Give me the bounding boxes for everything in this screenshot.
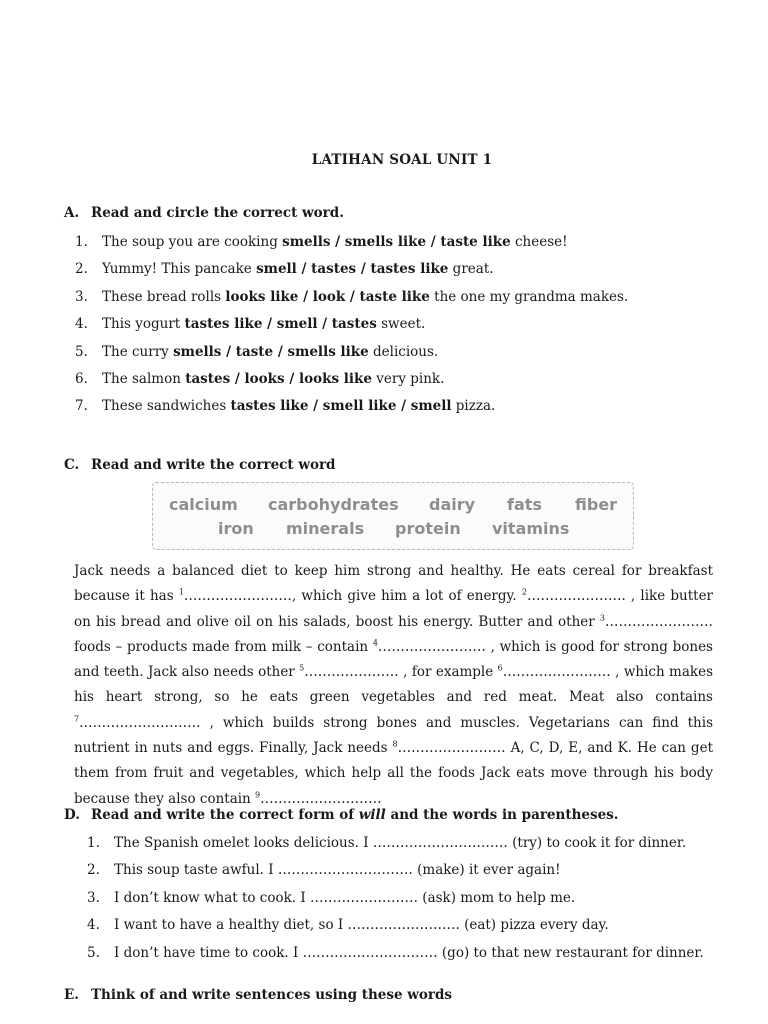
section-a-letter: A. xyxy=(64,205,80,221)
item-text-pre: These sandwiches xyxy=(102,398,231,415)
section-d-list xyxy=(87,833,704,970)
item-options: looks like / look / taste like xyxy=(225,288,430,305)
blank-number: 2 xyxy=(521,587,527,597)
item-options: tastes like / smell like / smell xyxy=(230,398,452,415)
word-bank-word: fats xyxy=(507,495,542,514)
paragraph-text: ……………………… xyxy=(260,790,382,807)
word-bank-word: protein xyxy=(395,519,461,538)
item-text-pre: This yogurt xyxy=(102,316,185,333)
blank-number: 1 xyxy=(178,587,184,597)
word-bank-word: calcium xyxy=(169,495,238,514)
section-a-item xyxy=(75,396,628,423)
item-options: smell / tastes / tastes like xyxy=(256,261,449,278)
paragraph-text: ……………………… , which builds strong bones and muscles. Vegetarians can find this nutrient in nuts and eggs. Finally, Jack needs xyxy=(74,714,713,757)
section-e-letter: E. xyxy=(64,987,79,1003)
paragraph-text: ……………………, which give him a lot of energy. xyxy=(183,588,522,605)
section-d-item xyxy=(87,860,704,887)
item-number: 2. xyxy=(75,261,88,278)
paragraph-text: …………………. , like butter on his bread and olive oil on his salads, boost his energy. Butter and other xyxy=(74,588,714,630)
item-text-post: cheese! xyxy=(510,234,568,250)
item-text-post: great. xyxy=(448,261,494,278)
item-number: 4. xyxy=(87,917,100,934)
item-options: tastes like / smell / tastes xyxy=(184,316,377,333)
word-bank-box xyxy=(152,482,634,550)
item-text-pre: These bread rolls xyxy=(102,288,226,305)
word-bank-word: fiber xyxy=(575,495,618,514)
blank-number: 6 xyxy=(497,663,503,673)
item-text-post: delicious. xyxy=(368,343,439,360)
paragraph-text: …………………… A, C, D, E, and K. He can get them from fruit and vegetables, which help all the foods Jack eats move through his body because they also contain xyxy=(74,740,713,807)
item-text: I don’t know what to cook. I …………………… (ask) mom to help me. xyxy=(114,889,576,906)
blank-number: 5 xyxy=(299,663,305,673)
item-number: 5. xyxy=(87,944,100,961)
section-c-paragraph xyxy=(74,559,713,812)
item-options: smells / taste / smells like xyxy=(173,343,369,360)
section-a-item xyxy=(75,232,628,259)
blank-number: 8 xyxy=(392,739,398,749)
item-number: 6. xyxy=(75,370,88,387)
section-c-heading xyxy=(64,457,336,473)
blank-number: 9 xyxy=(255,790,261,800)
paragraph-text: …………………… , which is good for strong bones and teeth. Jack also needs other xyxy=(74,638,713,681)
section-a-list xyxy=(75,232,628,424)
section-d-title-pre: Read and write the correct form of xyxy=(91,807,359,823)
item-number: 5. xyxy=(75,343,88,360)
word-bank-word: carbohydrates xyxy=(268,495,399,514)
page-title: LATIHAN SOAL UNIT 1 xyxy=(311,152,493,168)
section-a-heading xyxy=(64,205,344,221)
section-d-item xyxy=(87,888,704,915)
word-bank-word: iron xyxy=(218,519,254,538)
item-text-pre: The soup you are cooking xyxy=(102,234,283,250)
paragraph-text: …………………… foods – products made from milk – contain xyxy=(74,613,713,655)
word-bank-word: dairy xyxy=(429,495,476,514)
item-text: I want to have a healthy diet, so I ……………………. (eat) pizza every day. xyxy=(114,917,609,934)
item-options: smells / smells like / taste like xyxy=(282,234,511,250)
item-text: This soup taste awful. I ………………………… (make) it ever again! xyxy=(114,862,561,879)
section-d-heading xyxy=(64,807,618,823)
blank-number: 7 xyxy=(74,714,80,724)
item-text-post: the one my grandma makes. xyxy=(429,288,629,305)
item-number: 1. xyxy=(87,835,100,851)
section-d-title-em: will xyxy=(358,807,386,823)
item-text-pre: The salmon xyxy=(102,370,186,387)
section-e-title: Think of and write sentences using these words xyxy=(91,987,453,1003)
item-number: 4. xyxy=(75,316,88,333)
item-number: 3. xyxy=(75,288,88,305)
word-bank-word: minerals xyxy=(286,519,365,538)
section-a-item xyxy=(75,342,628,369)
item-text-pre: The curry xyxy=(102,343,174,360)
section-d-letter: D. xyxy=(64,807,80,823)
section-a-title: Read and circle the correct word. xyxy=(91,205,344,221)
section-d-item xyxy=(87,943,704,970)
item-options: tastes / looks / looks like xyxy=(185,370,372,387)
item-text: The Spanish omelet looks delicious. I ………………………… (try) to cook it for dinner. xyxy=(114,835,687,851)
paragraph-text: Jack needs a balanced diet to keep him strong and healthy. He eats cereal for breakfast because it has xyxy=(74,563,713,605)
section-a-item xyxy=(75,369,628,396)
section-d-item xyxy=(87,833,704,860)
section-d-title-post: and the words in parentheses. xyxy=(385,807,619,823)
section-c-letter: C. xyxy=(64,457,80,473)
section-c-title: Read and write the correct word xyxy=(91,457,336,473)
item-text-post: very pink. xyxy=(371,370,445,387)
blank-number: 4 xyxy=(372,638,378,648)
section-a-item xyxy=(75,259,628,286)
item-text: I don’t have time to cook. I ………………………… (go) to that new restaurant for dinner. xyxy=(114,944,704,961)
item-number: 7. xyxy=(75,398,88,415)
section-a-item xyxy=(75,314,628,341)
section-d-item xyxy=(87,915,704,942)
paragraph-text: ………………… , for example xyxy=(304,664,498,681)
item-text-post: pizza. xyxy=(451,398,496,415)
paragraph-text: …………………… , which makes his heart strong, so he eats green vegetables and red meat. Meat also contains xyxy=(74,664,713,706)
section-a-item xyxy=(75,287,628,314)
item-number: 3. xyxy=(87,889,100,906)
blank-number: 3 xyxy=(599,613,605,623)
item-text-post: sweet. xyxy=(376,316,426,333)
section-e-heading xyxy=(64,987,452,1003)
item-number: 2. xyxy=(87,862,100,879)
item-number: 1. xyxy=(75,234,88,250)
word-bank-word: vitamins xyxy=(492,519,570,538)
item-text-pre: Yummy! This pancake xyxy=(102,261,257,278)
